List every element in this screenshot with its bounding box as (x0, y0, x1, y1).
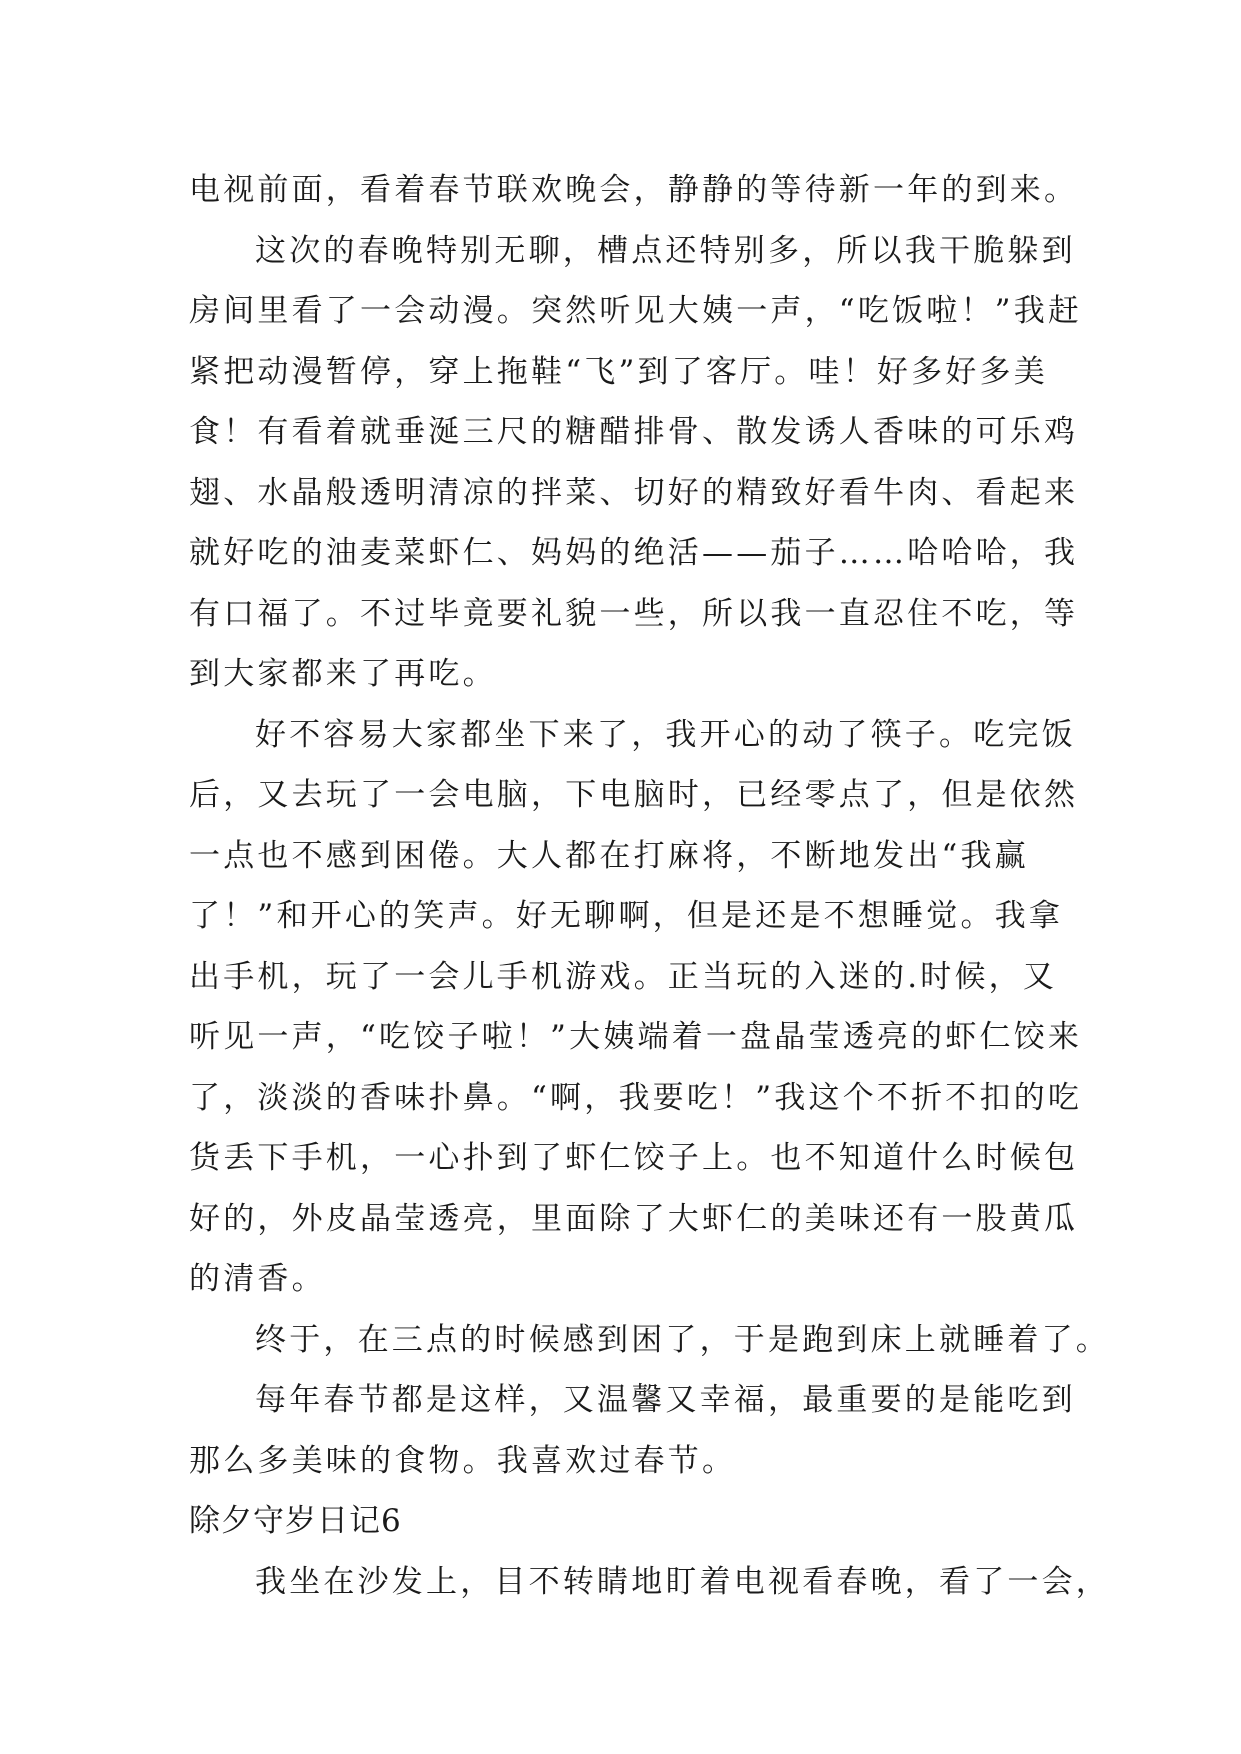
paragraph-line: 这次的春晚特别无聊，槽点还特别多，所以我干脆躲到 (255, 232, 1076, 269)
paragraph-line: 有口福了。不过毕竟要礼貌一些，所以我一直忍住不吃，等 (189, 595, 1079, 632)
paragraph-line: 货丢下手机，一心扑到了虾仁饺子上。也不知道什么时候包 (189, 1140, 1079, 1176)
paragraph-line: 好不容易大家都坐下来了，我开心的动了筷子。吃完饭 (255, 716, 1076, 753)
paragraph-line: 了！”和开心的笑声。好无聊啊，但是还是不想睡觉。我拿 (189, 898, 1064, 934)
paragraph-line: 那么多美味的食物。我喜欢过春节。 (189, 1442, 737, 1479)
paragraph-line: 出手机，玩了一会儿手机游戏。正当玩的入迷的.时候，又 (189, 958, 1058, 995)
paragraph-line: 我坐在沙发上，目不转睛地盯着电视看春晚，看了一会， (255, 1563, 1110, 1600)
paragraph-line: 终于，在三点的时候感到困了，于是跑到床上就睡着了。 (255, 1321, 1110, 1358)
paragraph-line: 每年春节都是这样，又温馨又幸福，最重要的是能吃到 (255, 1382, 1076, 1418)
paragraph-line: 的清香。 (189, 1261, 326, 1297)
paragraph-line: 翅、水晶般透明清凉的拌菜、切好的精致好看牛肉、看起来 (189, 474, 1079, 511)
paragraph-line: 了，淡淡的香味扑鼻。“啊，我要吃！”我这个不折不扣的吃 (189, 1079, 1083, 1116)
paragraph-line: 好的，外皮晶莹透亮，里面除了大虾仁的美味还有一股黄瓜 (189, 1200, 1079, 1237)
paragraph-line: 听见一声，“吃饺子啦！”大姨端着一盘晶莹透亮的虾仁饺来 (189, 1019, 1083, 1055)
paragraph-line: 食！有看着就垂涎三尺的糖醋排骨、散发诱人香味的可乐鸡 (189, 414, 1079, 450)
paragraph-line: 紧把动漫暂停，穿上拖鞋“飞”到了客厅。哇！好多好多美 (189, 353, 1048, 390)
paragraph-line: 房间里看了一会动漫。突然听见大姨一声，“吃饭啦！”我赶 (189, 293, 1083, 329)
paragraph-line: 后，又去玩了一会电脑，下电脑时，已经零点了，但是依然 (189, 777, 1079, 813)
paragraph-line: 到大家都来了再吃。 (189, 656, 497, 692)
paragraph-line: 一点也不感到困倦。大人都在打麻将，不断地发出“我赢 (189, 837, 1029, 874)
section-heading: 除夕守岁日记6 (189, 1503, 402, 1539)
paragraph-line: 就好吃的油麦菜虾仁、妈妈的绝活——茄子……哈哈哈，我 (189, 535, 1079, 571)
body-text (189, 160, 1110, 1612)
paragraph-line: 电视前面，看着春节联欢晚会，静静的等待新一年的到来。 (189, 172, 1079, 208)
